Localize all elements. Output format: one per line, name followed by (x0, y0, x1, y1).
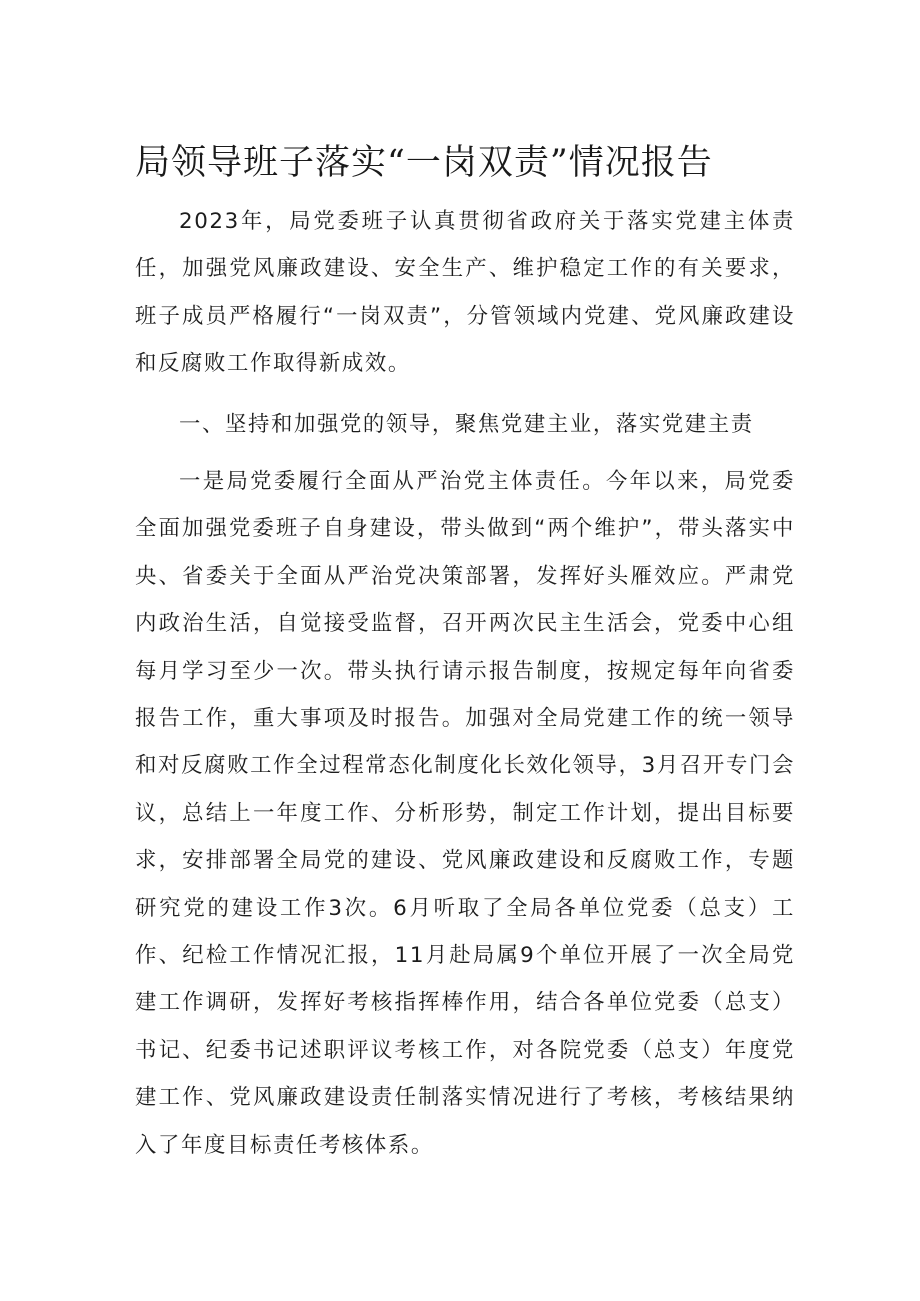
intro-paragraph: 2023年，局党委班子认真贯彻省政府关于落实党建主体责任，加强党风廉政建设、安全生产、维护稳定工作的有关要求，班子成员严格履行“一岗双责”，分管领域内党建、党风廉政建设和反腐败工作取得新成效。 (135, 209, 795, 377)
section-heading: 一、坚持和加强党的领导，聚焦党建主业，落实党建主责 (179, 412, 754, 437)
document-title: 局领导班子落实“一岗双责”情况报告 (135, 143, 713, 183)
body-paragraph: 一是局党委履行全面从严治党主体责任。今年以来，局党委全面加强党委班子自身建设，带头做到“两个维护”，带头落实中央、省委关于全面从严治党决策部署，发挥好头雁效应。严肃党内政治生活，自觉接受监督，召开两次民主生活会，党委中心组每月学习至少一次。带头执行请示报告制度，按规定每年向省委报告工作，重大事项及时报告。加强对全局党建工作的统一领导和对反腐败工作全过程常态化制度化长效化领导，3月召开专门会议，总结上一年度工作、分析形势，制定工作计划，提出目标要求，安排部署全局党的建设、党风廉政建设和反腐败工作，专题研究党的建设工作3次。6月听取了全局各单位党委（总支）工作、纪检工作情况汇报，11月赴局属9个单位开展了一次全局党建工作调研，发挥好考核指挥棒作用，结合各单位党委（总支）书记、纪委书记述职评议考核工作，对各院党委（总支）年度党建工作、党风廉政建设责任制落实情况进行了考核，考核结果纳入了年度目标责任考核体系。 (135, 469, 795, 1158)
